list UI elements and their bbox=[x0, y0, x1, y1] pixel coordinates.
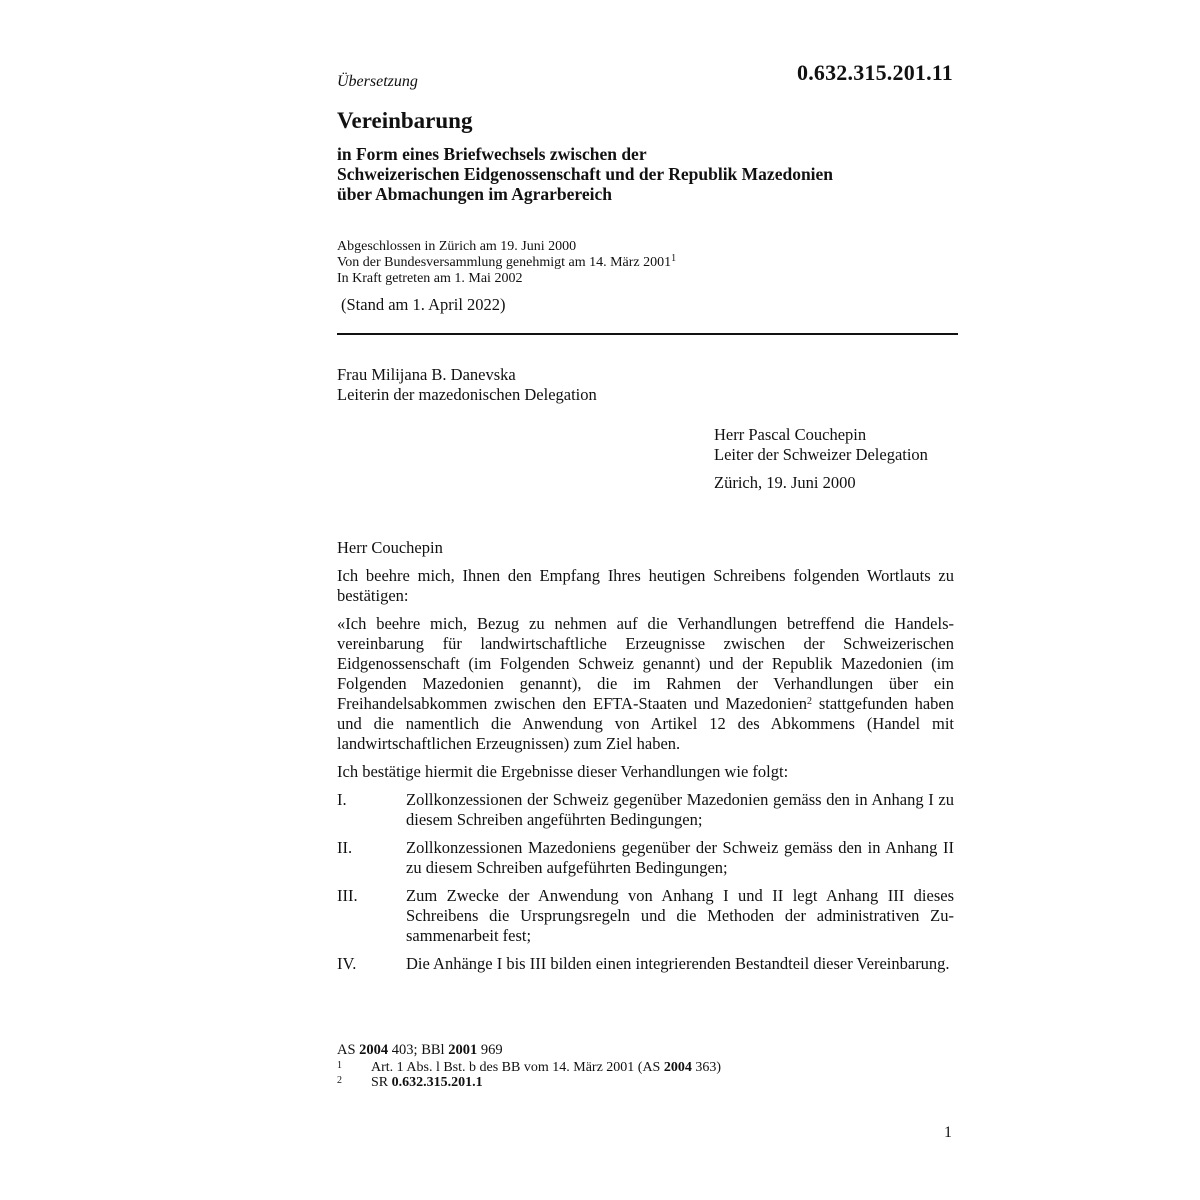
list-item bbox=[337, 954, 954, 974]
as-prefix: AS bbox=[337, 1042, 360, 1058]
recipient-block bbox=[337, 365, 597, 405]
footnote bbox=[337, 1060, 957, 1075]
approved-text: Von der Bundesversammlung genehmigt am 14. März 2001 bbox=[337, 255, 672, 270]
list-item bbox=[337, 790, 954, 830]
list-text: Zollkonzessionen Mazedoniens gegenüber der Schweiz gemäss den in Anhang II zu diesem Schreiben aufgeführten Bedingungen; bbox=[406, 838, 954, 877]
footnote-number: 1 bbox=[337, 1060, 342, 1071]
bbl-year: 2001 bbox=[448, 1042, 478, 1058]
footnote-text-bold: 0.632.315.201.1 bbox=[391, 1075, 483, 1090]
list-text: Zum Zwecke der Anwendung von Anhang I und II legt Anhang III dieses Schreibens die Ursprungsregeln und die Methoden der administrativen Zusammenarbeit fest; bbox=[406, 886, 954, 945]
header-divider bbox=[337, 333, 958, 335]
status-date: (Stand am 1. April 2022) bbox=[341, 295, 506, 314]
footnote-number: 2 bbox=[337, 1075, 342, 1086]
footnote-text-bold: 2004 bbox=[663, 1060, 692, 1075]
sender-role: Leiter der Schweizer Delegation bbox=[714, 445, 928, 464]
salutation: Herr Couchepin bbox=[337, 538, 443, 557]
quote-text-part1: «Ich beehre mich, Bezug zu nehmen auf die Verhandlungen betreffend die Handelsvereinbarung für landwirtschaftliche Erzeugnisse zwischen der Schweizerischen Eidgenossenschaft (im Folgenden Schweiz genannt) und der Republik Mazedonien (im Folgenden Mazedonien genannt), die im Rahmen der Verhandlungen über ein Freihandelsabkommen zwischen den EFTA-Staaten und Mazedonien bbox=[337, 614, 954, 713]
list-item bbox=[337, 838, 954, 878]
subtitle-line: Schweizerischen Eidgenossenschaft und der Republik Mazedonien bbox=[337, 164, 834, 184]
footnote-text-pre: SR bbox=[371, 1075, 392, 1090]
quote-paragraph bbox=[337, 614, 954, 754]
list-item bbox=[337, 886, 954, 946]
footnote-text bbox=[371, 1060, 721, 1075]
concluded-date: Abgeschlossen in Zürich am 19. Juni 2000 bbox=[337, 239, 577, 254]
document-title: Vereinbarung bbox=[337, 108, 473, 133]
place-date: Zürich, 19. Juni 2000 bbox=[714, 473, 856, 492]
list-number: III. bbox=[337, 886, 358, 905]
sender-name: Herr Pascal Couchepin bbox=[714, 425, 867, 444]
subtitle-line: in Form eines Briefwechsels zwischen der bbox=[337, 144, 647, 164]
list-text: Zollkonzessionen der Schweiz gegenüber Mazedonien gemäss den in Anhang I zu diesem Schreiben angeführten Bedingungen; bbox=[406, 790, 954, 829]
document-metadata bbox=[337, 239, 676, 287]
list-number: IV. bbox=[337, 954, 357, 973]
bbl-page: 969 bbox=[477, 1042, 503, 1058]
list-number: II. bbox=[337, 838, 353, 857]
recipient-name: Frau Milijana B. Danevska bbox=[337, 365, 516, 384]
footnote-ref-1[interactable]: 1 bbox=[671, 253, 677, 264]
sr-number: 0.632.315.201.11 bbox=[797, 60, 953, 85]
letter-body bbox=[337, 538, 954, 982]
footnote-text-post: 363) bbox=[691, 1060, 722, 1075]
confirm-paragraph: Ich bestätige hiermit die Ergebnisse dieser Verhandlungen wie folgt: bbox=[337, 762, 789, 781]
list-text: Die Anhänge I bis III bilden einen integrierenden Bestandteil dieser Vereinbarung. bbox=[406, 954, 950, 973]
footnote-ref-2[interactable]: 2 bbox=[807, 696, 813, 707]
as-page: 403; BBl bbox=[388, 1042, 449, 1058]
page-number: 1 bbox=[944, 1124, 952, 1141]
document-page bbox=[337, 0, 957, 1200]
list-number: I. bbox=[337, 790, 347, 809]
as-year: 2004 bbox=[359, 1042, 389, 1058]
recipient-role: Leiterin der mazedonischen Delegation bbox=[337, 385, 597, 404]
footnotes-section bbox=[337, 1043, 957, 1090]
in-force-date: In Kraft getreten am 1. Mai 2002 bbox=[337, 271, 523, 286]
subtitle-line: über Abmachungen im Agrarbereich bbox=[337, 184, 612, 204]
document-subtitle bbox=[337, 144, 833, 204]
footnote-text-pre: Art. 1 Abs. l Bst. b des BB vom 14. März 2001 (AS bbox=[371, 1060, 664, 1075]
official-collection-ref bbox=[337, 1043, 957, 1058]
translation-note: Übersetzung bbox=[337, 73, 418, 90]
footnote-text bbox=[371, 1075, 483, 1090]
approved-date bbox=[337, 255, 676, 271]
sender-block bbox=[714, 425, 928, 465]
quote-text-part2: stattgefunden haben und die namentlich die Anwendung von Artikel 12 des Abkommens (Handel mit landwirtschaftlichen Erzeugnissen) zum Ziel haben. bbox=[337, 694, 954, 753]
footnote bbox=[337, 1075, 957, 1090]
intro-paragraph: Ich beehre mich, Ihnen den Empfang Ihres heutigen Schreibens folgenden Wortlauts zu bestätigen: bbox=[337, 566, 954, 605]
